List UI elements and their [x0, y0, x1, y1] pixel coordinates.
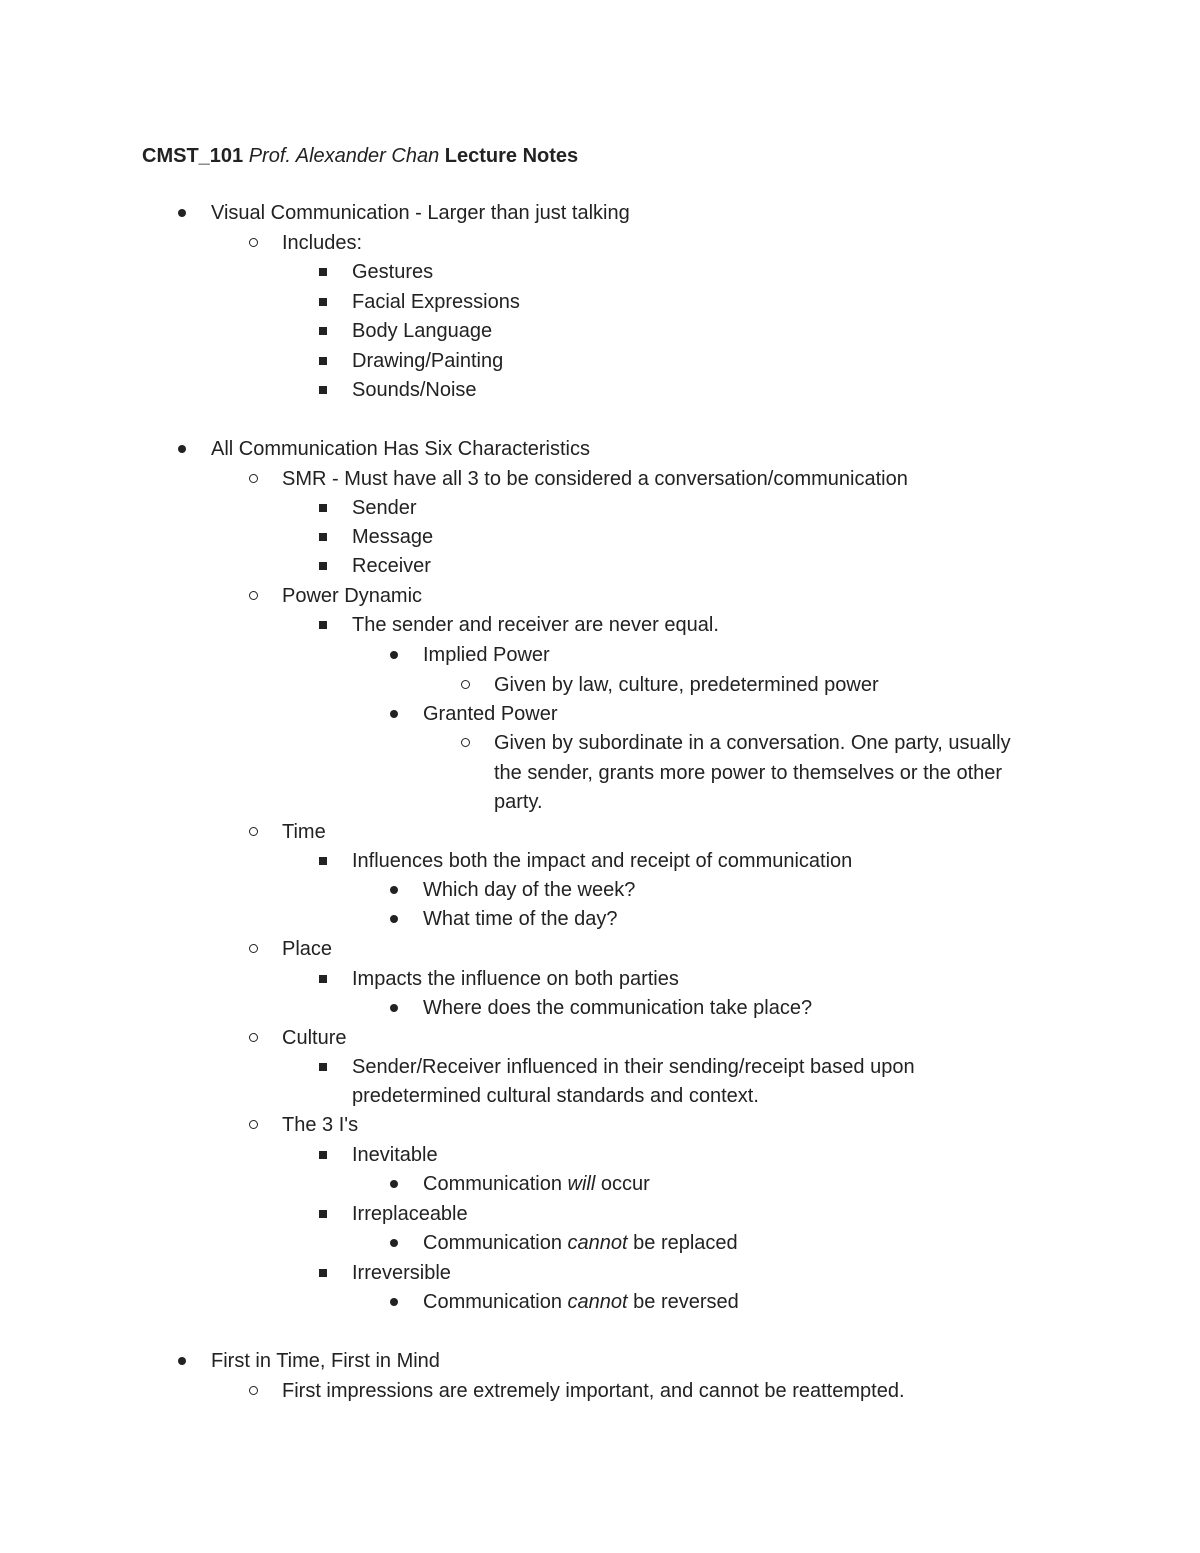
- circle-bullet-icon: [249, 474, 258, 483]
- list-item: Given by law, culture, predetermined power: [494, 672, 879, 702]
- list-item: Communication cannot be replaced: [423, 1230, 738, 1260]
- list-item: Sender: [352, 495, 417, 525]
- professor-name: Prof. Alexander Chan: [248, 145, 440, 167]
- list-item: Culture: [282, 1025, 346, 1055]
- list-item: Where does the communication take place?: [423, 995, 812, 1025]
- circle-bullet-icon: [249, 591, 258, 600]
- disc-bullet-icon: [178, 445, 186, 453]
- list-item: Power Dynamic: [282, 583, 422, 613]
- list-item: Body Language: [352, 318, 492, 348]
- circle-bullet-icon: [461, 680, 470, 689]
- page-title: [142, 143, 578, 169]
- circle-bullet-icon: [249, 827, 258, 836]
- circle-bullet-icon: [249, 1386, 258, 1395]
- disc-bullet-icon: [390, 710, 398, 718]
- list-item: Implied Power: [423, 642, 550, 672]
- list-item: Time: [282, 819, 326, 849]
- disc-bullet-icon: [178, 1357, 186, 1365]
- list-item: Gestures: [352, 259, 433, 289]
- list-item: Visual Communication - Larger than just talking: [211, 200, 630, 230]
- square-bullet-icon: [319, 386, 327, 394]
- list-item: Irreversible: [352, 1260, 451, 1290]
- square-bullet-icon: [319, 327, 327, 335]
- square-bullet-icon: [319, 533, 327, 541]
- list-item: SMR - Must have all 3 to be considered a conversation/communication: [282, 466, 908, 496]
- disc-bullet-icon: [178, 209, 186, 217]
- list-item: Message: [352, 524, 433, 554]
- list-item-continuation: predetermined cultural standards and context.: [352, 1085, 759, 1107]
- list-item: Inevitable: [352, 1142, 438, 1172]
- circle-bullet-icon: [249, 1120, 258, 1129]
- list-item: Sender/Receiver influenced in their sending/receipt based upon: [352, 1054, 915, 1084]
- list-item: First impressions are extremely important, and cannot be reattempted.: [282, 1378, 905, 1408]
- list-item: Impacts the influence on both parties: [352, 966, 679, 996]
- list-item: Receiver: [352, 553, 431, 583]
- list-item: Includes:: [282, 230, 362, 260]
- circle-bullet-icon: [461, 738, 470, 747]
- square-bullet-icon: [319, 504, 327, 512]
- list-item: The 3 I's: [282, 1112, 358, 1142]
- list-item: First in Time, First in Mind: [211, 1348, 440, 1378]
- square-bullet-icon: [319, 357, 327, 365]
- list-item: Granted Power: [423, 701, 558, 731]
- list-item: Communication will occur: [423, 1171, 650, 1201]
- list-item: Communication cannot be reversed: [423, 1289, 739, 1319]
- square-bullet-icon: [319, 298, 327, 306]
- list-item: Drawing/Painting: [352, 348, 503, 378]
- square-bullet-icon: [319, 1151, 327, 1159]
- list-item: Which day of the week?: [423, 877, 635, 907]
- square-bullet-icon: [319, 975, 327, 983]
- circle-bullet-icon: [249, 944, 258, 953]
- square-bullet-icon: [319, 1210, 327, 1218]
- list-item: Irreplaceable: [352, 1201, 468, 1231]
- square-bullet-icon: [319, 1269, 327, 1277]
- list-item: Facial Expressions: [352, 289, 520, 319]
- list-item-continuation: the sender, grants more power to themselves or the other: [494, 762, 1003, 784]
- list-item: What time of the day?: [423, 906, 618, 936]
- disc-bullet-icon: [390, 915, 398, 923]
- square-bullet-icon: [319, 857, 327, 865]
- circle-bullet-icon: [249, 238, 258, 247]
- list-item-continuation: party.: [494, 791, 543, 813]
- list-item: Sounds/Noise: [352, 377, 477, 407]
- disc-bullet-icon: [390, 651, 398, 659]
- disc-bullet-icon: [390, 1004, 398, 1012]
- course-code: CMST_101: [142, 145, 244, 167]
- title-suffix: Lecture Notes: [444, 145, 579, 167]
- circle-bullet-icon: [249, 1033, 258, 1042]
- disc-bullet-icon: [390, 1180, 398, 1188]
- list-item: All Communication Has Six Characteristics: [211, 436, 590, 466]
- square-bullet-icon: [319, 562, 327, 570]
- list-item: Place: [282, 936, 332, 966]
- list-item: The sender and receiver are never equal.: [352, 612, 719, 642]
- square-bullet-icon: [319, 621, 327, 629]
- list-item: Given by subordinate in a conversation. One party, usually: [494, 730, 1011, 760]
- square-bullet-icon: [319, 268, 327, 276]
- disc-bullet-icon: [390, 886, 398, 894]
- disc-bullet-icon: [390, 1239, 398, 1247]
- square-bullet-icon: [319, 1063, 327, 1071]
- list-item: Influences both the impact and receipt of communication: [352, 848, 852, 878]
- disc-bullet-icon: [390, 1298, 398, 1306]
